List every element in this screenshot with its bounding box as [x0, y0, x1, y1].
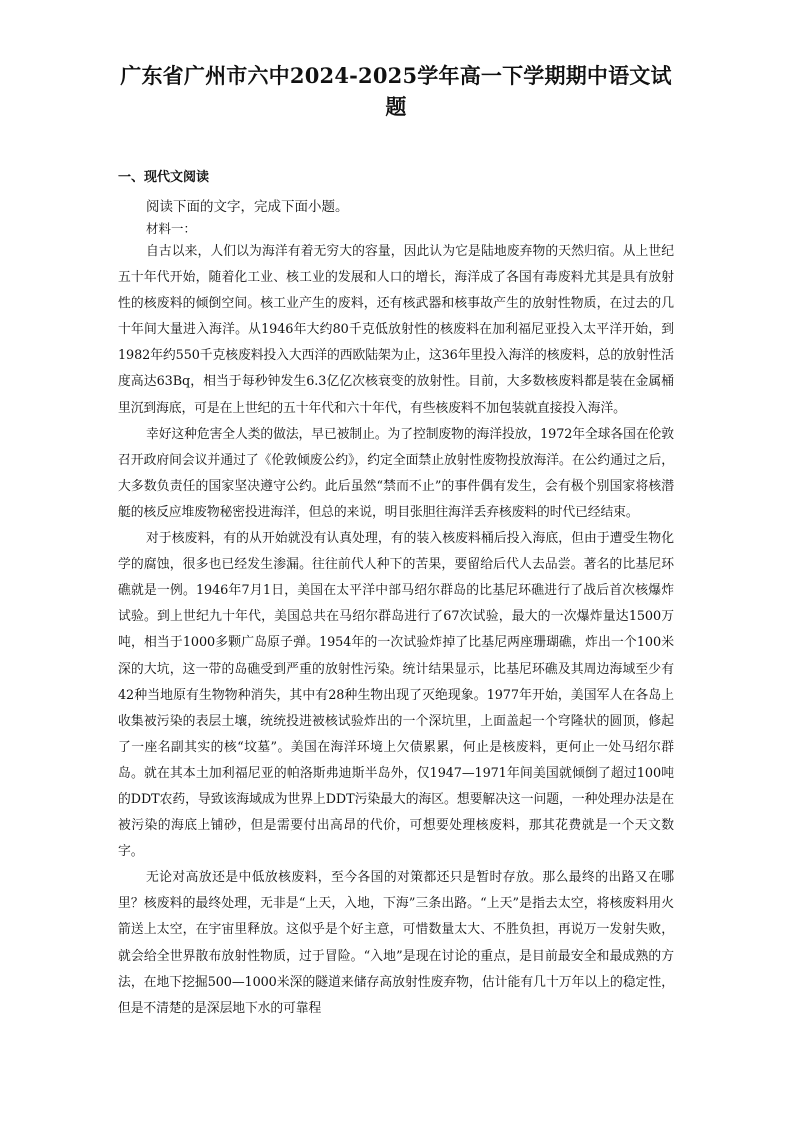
material-label: 材料一： [146, 221, 197, 236]
document-title: 广东省广州市六中2024-2025学年高一下学期期中语文试题 [120, 63, 672, 119]
reading-instruction: 阅读下面的文字，完成下面小题。 [146, 199, 349, 215]
section-heading: 一、现代文阅读 [118, 170, 210, 185]
paragraph-1: 自古以来，人们以为海洋有着无穷大的容量，因此认为它是陆地废弃物的天然归宿。从上世纪五十年代开始，随着化工业、核工业的发展和人口的增长，海洋成了各国有毒废料尤其是具有放射性的核废料的倾倒空间。核工业产生的废料，还有核武器和核事故产生的放射性物质，在过去的几十年间大量进入海洋。从1946年大约80千克低放射性的核废料在加利福尼亚投入太平洋开始，到1982年约550千克核废料投入大西洋的西欧陆架为止，这36年里投入海洋的核废料，总的放射性活度高达63Bq，相当于每秒钟发生6.3亿亿次核衰变的放射性。目前，大多数核废料都是装在金属桶里沉到海底，可是在上世纪的五十年代和六十年代，有些核废料不加包装就直接投入海洋。 [118, 244, 674, 416]
paragraph-3: 对于核废料，有的从开始就没有认真处理，有的装入核废料桶后投入海底，但由于遭受生物化学的腐蚀，很多也已经发生渗漏。往往前代人种下的苦果，要留给后代人去品尝。著名的比基尼环礁就是一例。1946年7月1日，美国在太平洋中部马绍尔群岛的比基尼环礁进行了战后首次核爆炸试验。到上世纪九十年代，美国总共在马绍尔群岛进行了67次试验，最大的一次爆炸量达1500万吨，相当于1000多颗广岛原子弹。1954年的一次试验炸掉了比基尼两座珊瑚礁，炸出一个100米深的大坑，这一带的岛礁受到严重的放射性污染。统计结果显示，比基尼环礁及其周边海域至少有42种当地原有生物物种消失，其中有28种生物出现了灭绝现象。1977年开始，美国军人在各岛上收集被污染的表层土壤，统统投进被核试验炸出的一个深坑里，上面盖起一个穹隆状的圆顶，修起了一座名副其实的核“坟墓”。美国在海洋环境上欠债累累，何止是核废料，更何止一处马绍尔群岛。就在其本土加利福尼亚的帕洛斯弗迪斯半岛外，仅1947—1971年间美国就倾倒了超过100吨的DDT农药，导致该海域成为世界上DDT污染最大的海区。想要解决这一问题，一种处理办法是在被污染的海底上铺砂，但是需要付出高昂的代价，可想要处理核废料，那其花费就是一个天文数字。 [118, 531, 674, 860]
paragraph-4: 无论对高放还是中低放核废料，至今各国的对策都还只是暂时存放。那么最终的出路又在哪里？核废料的最终处理，无非是“上天，入地，下海”三条出路。“上天”是指去太空，将核废料用火箭送上太空，在宇宙里释放。这似乎是个好主意，可惜数量太大、不胜负担，再说万一发射失败，就会给全世界散布放射性物质，过于冒险。“入地”是现在讨论的重点，是目前最安全和最成熟的方法，在地下挖掘500—1000米深的隧道来储存高放射性废弃物，估计能有几十万年以上的稳定性，但是不清楚的是深层地下水的可靠程 [118, 870, 674, 1016]
material-body [118, 239, 674, 1022]
document-page [118, 60, 674, 1022]
paragraph-2: 幸好这种危害全人类的做法，早已被制止。为了控制废物的海洋投放，1972年全球各国在伦敦召开政府间会议并通过了《伦敦倾废公约》，约定全面禁止放射性废物投放海洋。在公约通过之后，大多数负责任的国家坚决遵守公约。此后虽然“禁而不止”的事件偶有发生，会有极个别国家将核潜艇的核反应堆废物秘密投进海洋，但总的来说，明目张胆往海洋丢弃核废料的时代已经结束。 [118, 426, 674, 520]
